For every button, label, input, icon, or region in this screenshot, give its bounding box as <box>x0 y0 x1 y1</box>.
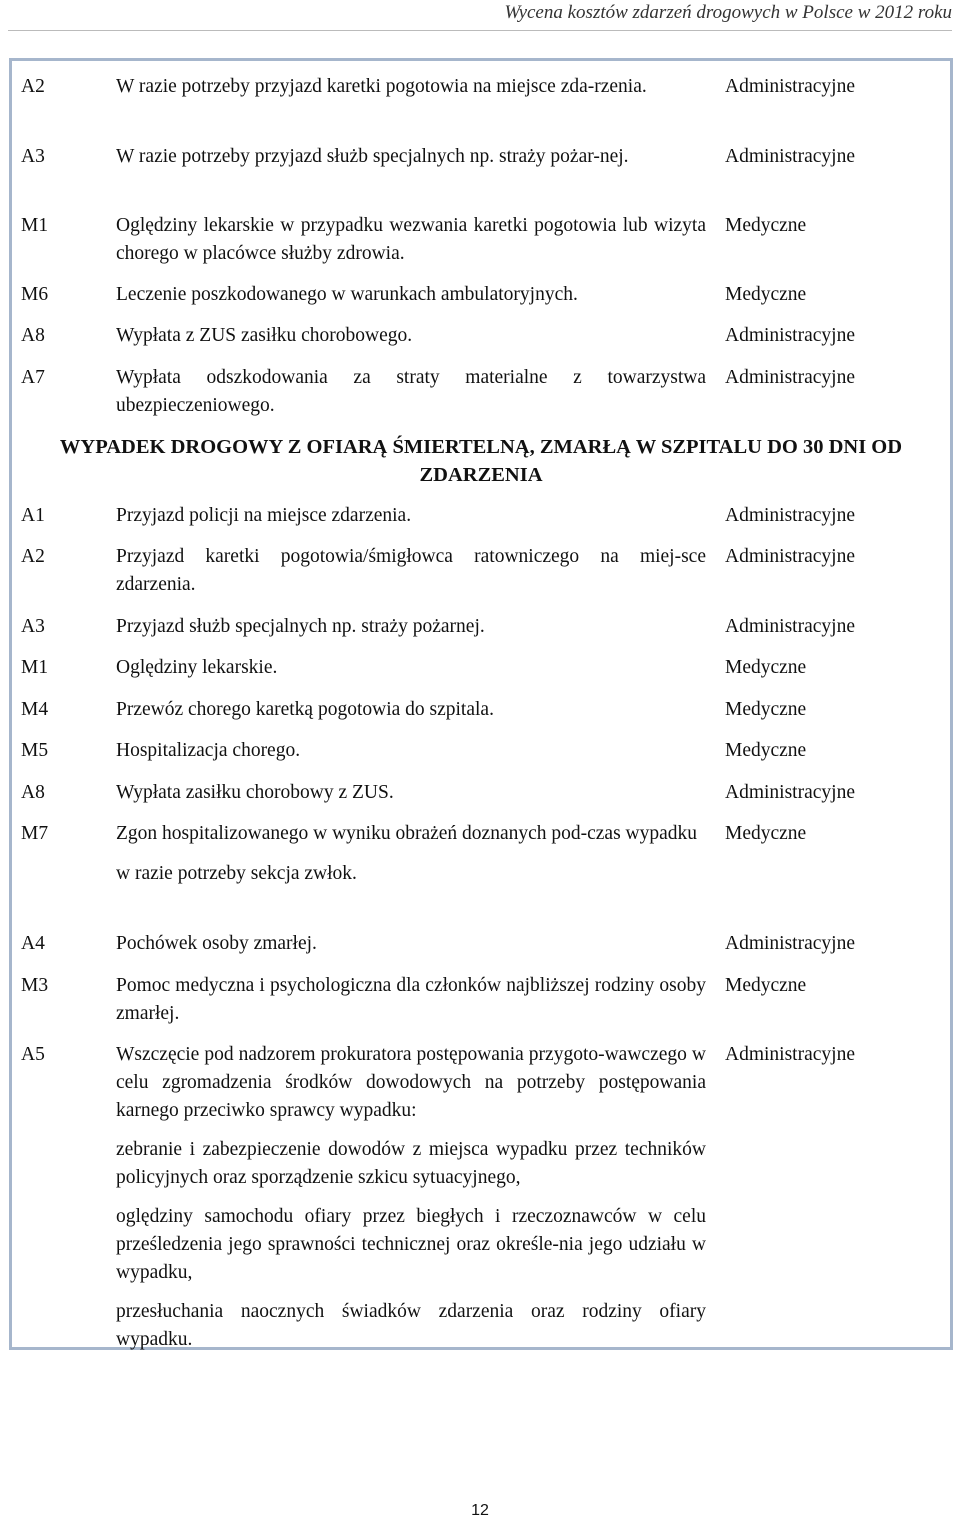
row-code: A8 <box>21 782 45 803</box>
row-category: Administracyjne <box>725 546 855 567</box>
row-code: A4 <box>21 933 45 954</box>
row-description <box>116 654 706 682</box>
row-category: Administracyjne <box>725 782 855 803</box>
row-code: M1 <box>21 657 49 678</box>
description-text: Przewóz chorego karetką pogotowia do szpitala. <box>116 699 494 720</box>
description-text: Wszczęcie pod nadzorem prokuratora postępowania przygoto-wawczego w celu zgromadzenia środków dowodowych na potrzeby postępowania karnego przeciwko sprawcy wypadku: <box>116 1044 706 1121</box>
description-text: Przyjazd służb specjalnych np. straży pożarnej. <box>116 616 485 637</box>
row-code: A2 <box>21 546 45 567</box>
row-category: Administracyjne <box>725 325 855 346</box>
row-code: A8 <box>21 325 45 346</box>
running-header: Wycena kosztów zdarzeń drogowych w Polsce w 2012 roku <box>504 2 952 23</box>
description-text: przesłuchania naocznych świadków zdarzenia oraz rodziny ofiary wypadku. <box>116 1301 706 1350</box>
description-text: Przyjazd policji na miejsce zdarzenia. <box>116 505 412 526</box>
row-description <box>116 143 706 171</box>
row-code: A3 <box>21 146 45 167</box>
row-description <box>116 972 706 1028</box>
row-category: Administracyjne <box>725 505 855 526</box>
header-rule <box>8 30 952 31</box>
description-text: Oględziny lekarskie. <box>116 657 278 678</box>
row-description <box>116 543 706 599</box>
description-text: w razie potrzeby sekcja zwłok. <box>116 863 357 884</box>
row-description <box>116 364 706 420</box>
description-text: zebranie i zabezpieczenie dowodów z miejsca wypadku przez techników policyjnych oraz sporządzenie szkicu sytuacyjnego, <box>116 1139 706 1188</box>
row-description <box>116 502 706 530</box>
row-description <box>116 930 706 958</box>
row-category: Administracyjne <box>725 616 855 637</box>
row-category: Medyczne <box>725 975 807 996</box>
description-text: W razie potrzeby przyjazd służb specjalnych np. straży pożar-nej. <box>116 146 629 167</box>
row-code: M1 <box>21 215 49 236</box>
row-category: Administracyjne <box>725 1044 855 1065</box>
row-code: M6 <box>21 284 49 305</box>
description-text: Wypłata zasiłku chorobowy z ZUS. <box>116 782 394 803</box>
row-category: Administracyjne <box>725 146 855 167</box>
row-category: Administracyjne <box>725 76 855 97</box>
description-text: Pochówek osoby zmarłej. <box>116 933 317 954</box>
row-description <box>116 779 706 807</box>
description-text: Wypłata z ZUS zasiłku chorobowego. <box>116 325 413 346</box>
row-description <box>116 281 706 309</box>
row-category: Medyczne <box>725 740 807 761</box>
description-text: Przyjazd karetki pogotowia/śmigłowca ratowniczego na miej-sce zdarzenia. <box>116 546 706 595</box>
row-category: Medyczne <box>725 657 807 678</box>
row-code: A5 <box>21 1044 45 1065</box>
description-text: W razie potrzeby przyjazd karetki pogotowia na miejsce zda-rzenia. <box>116 76 647 97</box>
description-text: Oględziny lekarskie w przypadku wezwania karetki pogotowia lub wizyta chorego w placówce służby zdrowia. <box>116 215 706 264</box>
description-text: Hospitalizacja chorego. <box>116 740 301 761</box>
page-number: 12 <box>471 1502 489 1519</box>
row-code: A7 <box>21 367 45 388</box>
row-code: M4 <box>21 699 49 720</box>
row-code: A3 <box>21 616 45 637</box>
row-description <box>116 73 706 101</box>
row-category: Medyczne <box>725 215 807 236</box>
row-code: A2 <box>21 76 45 97</box>
description-text: Leczenie poszkodowanego w warunkach ambulatoryjnych. <box>116 284 578 305</box>
row-category: Medyczne <box>725 823 807 844</box>
row-description <box>116 696 706 724</box>
row-code: M7 <box>21 823 49 844</box>
cost-table <box>9 58 953 1350</box>
row-description <box>116 613 706 641</box>
row-description <box>116 737 706 765</box>
row-category: Medyczne <box>725 284 807 305</box>
description-text: Zgon hospitalizowanego w wyniku obrażeń doznanych pod-czas wypadku <box>116 823 698 844</box>
row-category: Administracyjne <box>725 933 855 954</box>
row-code: M3 <box>21 975 49 996</box>
row-code: A1 <box>21 505 45 526</box>
row-description <box>116 1041 706 1354</box>
row-description <box>116 820 706 888</box>
row-category: Administracyjne <box>725 367 855 388</box>
row-category: Medyczne <box>725 699 807 720</box>
row-description <box>116 212 706 268</box>
row-code: M5 <box>21 740 49 761</box>
description-text: oględziny samochodu ofiary przez biegłych i rzeczoznawców w celu prześledzenia jego sprawności technicznej oraz określe-nia jego udziału w wypadku, <box>116 1206 706 1283</box>
section-heading: WYPADEK DROGOWY Z OFIARĄ ŚMIERTELNĄ, ZMARŁĄ W SZPITALU DO 30 DNI OD ZDARZENIA <box>59 436 903 486</box>
description-text: Wypłata odszkodowania za straty materialne z towarzystwa ubezpieczeniowego. <box>116 367 706 416</box>
description-text: Pomoc medyczna i psychologiczna dla członków najbliższej rodziny osoby zmarłej. <box>116 975 706 1024</box>
row-description <box>116 322 706 350</box>
